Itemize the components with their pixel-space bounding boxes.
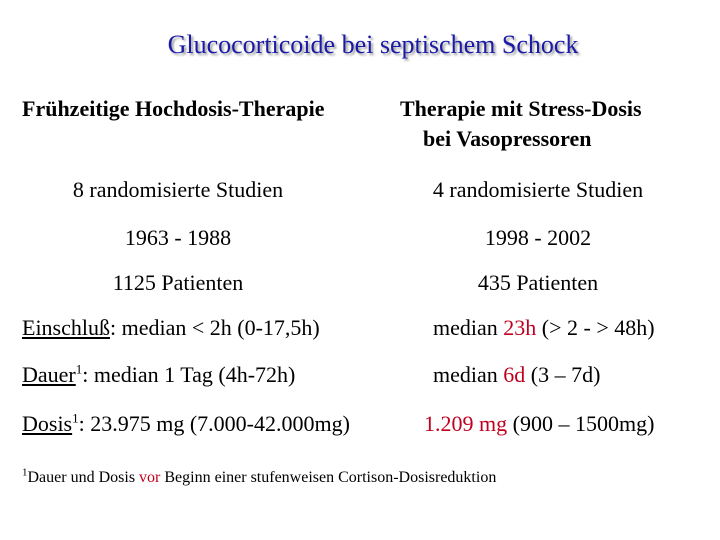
dosis-left-value: : 23.975 mg (7.000-42.000mg) xyxy=(78,411,350,436)
dosis-right-highlight: 1.209 mg xyxy=(424,411,508,436)
dauer-left xyxy=(22,362,295,388)
einschluss-left xyxy=(22,315,320,341)
dauer-footnote-marker: 1 xyxy=(75,361,83,377)
dauer-left-value: : median 1 Tag (4h-72h) xyxy=(82,362,296,387)
footnote-marker: 1 xyxy=(22,466,28,479)
dosis-footnote-marker: 1 xyxy=(72,410,79,426)
footnote-text-after: Beginn einer stufenweisen Cortison-Dosisreduktion xyxy=(160,469,497,486)
einschluss-right-suffix: (> 2 - > 48h) xyxy=(536,315,655,340)
left-years-range: 1963 - 1988 xyxy=(124,225,232,250)
einschluss-label: Einschluß xyxy=(22,315,110,340)
dosis-right xyxy=(424,411,654,437)
dosis-label: Dosis xyxy=(22,411,73,436)
right-years-range: 1998 - 2002 xyxy=(484,225,592,250)
einschluss-right-prefix: median xyxy=(433,315,504,340)
right-column-heading-line2: bei Vasopressoren xyxy=(423,126,592,151)
right-patients-count: 435 Patienten xyxy=(477,270,599,295)
right-column-heading-line1: Therapie mit Stress-Dosis xyxy=(400,96,642,121)
right-studies-count: 4 randomisierte Studien xyxy=(432,177,644,202)
dauer-right-highlight: 6d xyxy=(503,362,526,387)
dauer-label: Dauer xyxy=(22,362,76,387)
dosis-left xyxy=(22,411,350,437)
left-studies-count: 8 randomisierte Studien xyxy=(72,177,284,202)
einschluss-left-value: : median < 2h (0-17,5h) xyxy=(110,315,320,340)
dauer-right xyxy=(433,362,600,388)
einschluss-right xyxy=(433,315,655,341)
left-patients-count: 1125 Patienten xyxy=(112,270,244,295)
dauer-right-prefix: median xyxy=(433,362,504,387)
slide-title: Glucocorticoide bei septischem Schock xyxy=(167,30,579,59)
left-column-heading: Frühzeitige Hochdosis-Therapie xyxy=(22,96,325,121)
dosis-right-suffix: (900 – 1500mg) xyxy=(507,411,655,436)
einschluss-right-highlight: 23h xyxy=(503,315,537,340)
footnote-text-before: Dauer und Dosis xyxy=(27,469,140,486)
footnote xyxy=(22,466,497,487)
dauer-right-suffix: (3 – 7d) xyxy=(525,362,601,387)
footnote-highlight: vor xyxy=(139,469,161,486)
